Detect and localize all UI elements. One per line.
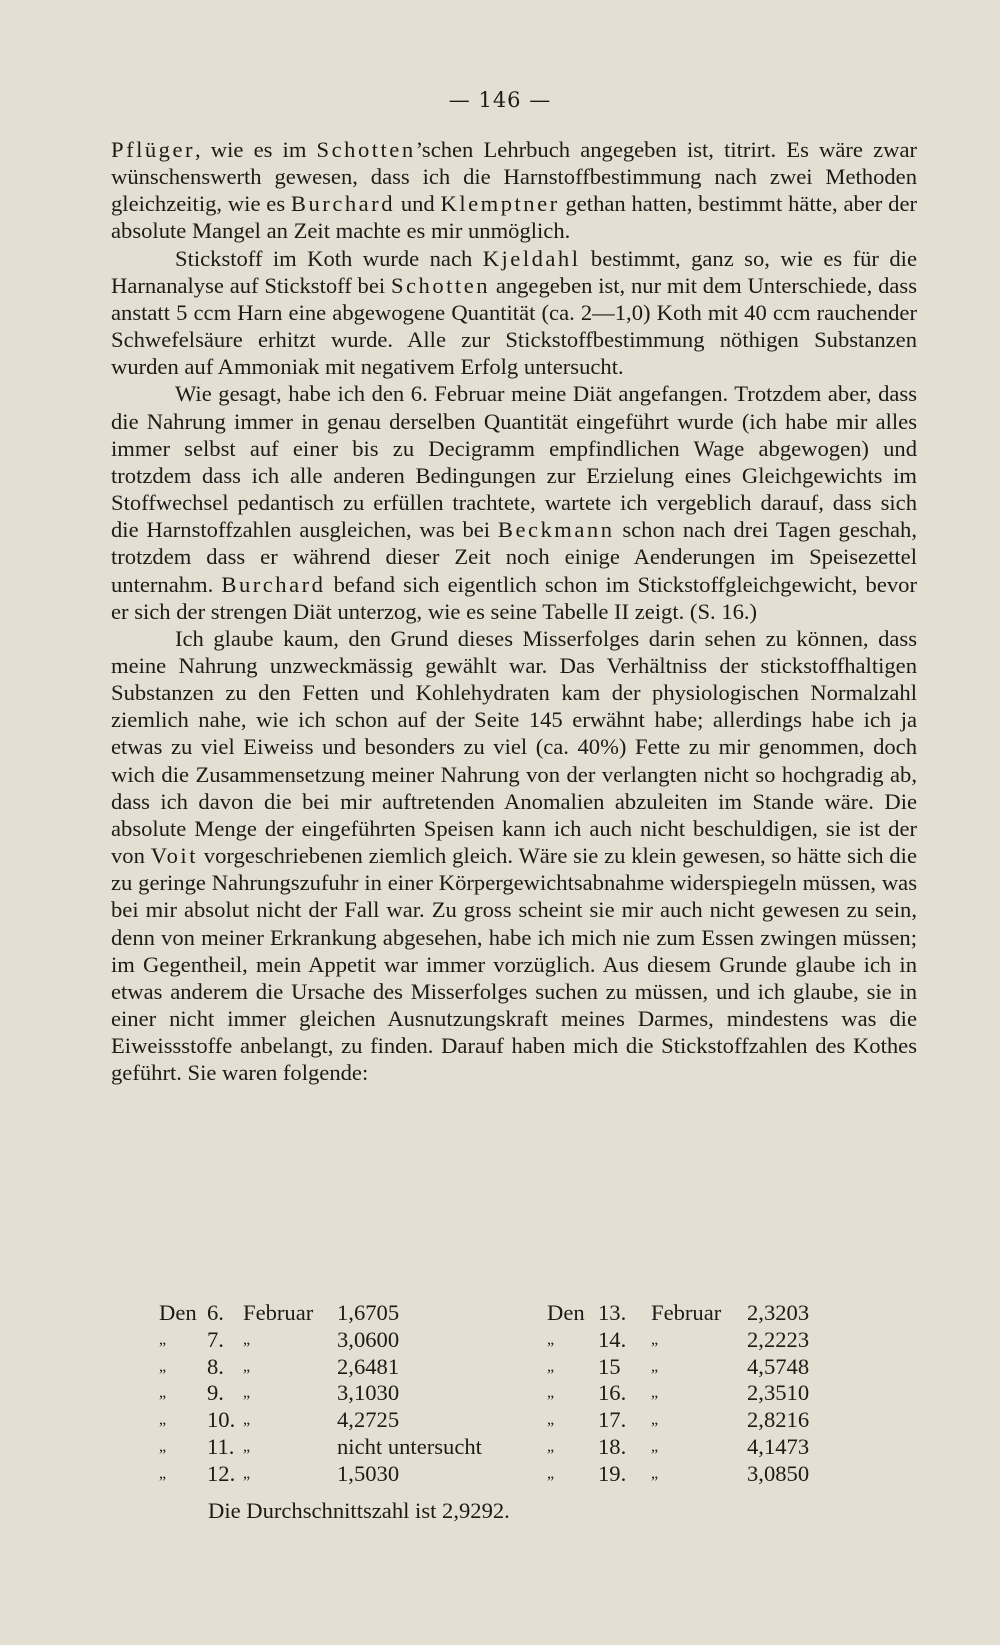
table-cell-den: Den — [159, 1300, 197, 1325]
spaced-name: Schotten — [316, 137, 416, 162]
table-cell-month: „ — [651, 1437, 659, 1455]
table-cell-den: „ — [547, 1411, 555, 1429]
table-row — [111, 1434, 917, 1461]
spaced-name: Burchard — [221, 571, 326, 597]
table-row — [111, 1300, 917, 1327]
table-cell-day: 12. — [207, 1460, 236, 1486]
table-row — [111, 1327, 917, 1354]
table-cell-value: 1,5030 — [337, 1460, 400, 1486]
table-cell-month: „ — [651, 1411, 659, 1429]
body-text — [111, 136, 917, 1086]
table-cell-day: 13. — [598, 1300, 627, 1325]
spaced-name: Pflüger — [111, 137, 196, 162]
spaced-name: Kjeldahl — [482, 245, 581, 271]
table-cell-day: 7. — [207, 1326, 224, 1352]
table-cell-value: 2,6481 — [337, 1353, 400, 1379]
text-run: befand sich eigentlich schon im Stickstoffgleichgewicht, bevor er sich der strengen Diät unterzog, wie es seine Tabelle II zeigt. (S. 16.) — [111, 571, 918, 624]
text-run: und — [395, 191, 441, 217]
text-run: Ich glaube kaum, den Grund dieses Misserfolges darin sehen zu können, dass meine Nahrung unzweckmässig gewählt war. Das Verhältniss der stickstoffhaltigen Substanzen zu den Fetten und Kohlehydraten kam der physiologischen Normalzahl ziemlich nahe, wie ich schon auf der Seite 145 erwähnt habe; allerdings habe ich ja etwas zu viel Eiweiss und besonders zu viel (ca. 40%) Fette zu mir genommen, doch wich die Zusammensetzung meiner Nahrung von der verlangten nicht so hochgradig ab, dass ich davon die bei mir auftretenden Anomalien abzuleiten im Stande wäre. Die absolute Menge der eingeführten Speisen kann ich auch nicht beschuldigen, sie ist der von — [111, 625, 917, 869]
text-run: angegeben ist, nur mit dem Unterschiede, dass anstatt 5 ccm Harn eine abgewogene Quantität (ca. 2—1,0) Koth mit 40 ccm rauchender Schwefelsäure erhitzt wurde. Alle zur Stickstoffbestimmung nöthigen Substanzen wurden auf Ammoniak mit negativem Erfolg untersucht. — [111, 272, 917, 380]
text-run: vorgeschriebenen ziemlich gleich. Wäre sie zu klein gewesen, so hätte sich die zu geringe Nahrungszufuhr in einer Körpergewichtsabnahme widerspiegeln müssen, was bei mir absolut nicht der Fall war. Zu gross scheint sie mir auch nicht gewesen zu sein, denn von meiner Erkrankung abgesehen, habe ich mich nie zum Essen zwingen müssen; im Gegentheil, mein Appetit war immer vorzüglich. Aus diesem Grunde glaube ich in etwas anderem die Ursache des Misserfolges suchen zu müssen, und ich glaube, sie in einer nicht immer gleichen Ausnutzungskraft meines Darmes, mindestens was die Eiweissstoffe anbelangt, zu finden. Darauf haben mich die Stickstoffzahlen des Kothes geführt. Sie waren folgende: — [111, 843, 917, 1086]
table-cell-day: 10. — [207, 1407, 236, 1433]
table-cell-den: „ — [547, 1464, 555, 1482]
table-cell-value: 4,5748 — [747, 1353, 810, 1379]
table-cell-month: „ — [243, 1384, 251, 1402]
table-cell-month: Februar — [243, 1300, 314, 1325]
table-cell-month: „ — [243, 1357, 251, 1375]
table-row — [111, 1461, 917, 1488]
page-number: — 146 — — [448, 88, 552, 112]
table-cell-den: Den — [547, 1300, 585, 1325]
table-cell-month: „ — [243, 1411, 251, 1429]
table-cell-value: 2,2223 — [747, 1326, 810, 1352]
paragraph — [111, 625, 917, 1087]
table-cell-den: „ — [547, 1357, 555, 1375]
text-run: bestimmt, ganz so, wie es für die Harnanalyse auf Stickstoff bei — [111, 245, 917, 298]
paragraph — [111, 380, 917, 624]
table-cell-value: 1,6705 — [337, 1300, 400, 1325]
table-cell-den: „ — [547, 1437, 555, 1455]
text-run: Wie gesagt, habe ich den 6. Februar meine Diät angefangen. Trotzdem aber, dass die Nahrung immer in genau derselben Quantität eingeführt wurde (ich habe mir alles immer selbst auf einer bis zu Decigramm empfindlichen Wage abgewogen) und trotzdem dass ich alle anderen Bedingungen zur Erzielung eines Gleichgewichts im Stoffwechsel pedantisch zu erfüllen trachtete, wartete ich vergeblich darauf, dass sich die Harnstoffzahlen ausgleichen, was bei — [111, 381, 917, 543]
table-cell-day: 6. — [207, 1300, 224, 1325]
text-run: gethan hatten, bestimmt hätte, aber der absolute Mangel an Zeit machte es mir unmöglich. — [111, 191, 917, 244]
table-cell-value: 4,2725 — [337, 1407, 400, 1433]
table-cell-value: 2,8216 — [747, 1407, 810, 1433]
table-cell-den: „ — [159, 1384, 167, 1402]
table-cell-day: 18. — [598, 1433, 627, 1459]
table-cell-value: nicht untersucht — [337, 1433, 482, 1459]
table-cell-den: „ — [547, 1330, 555, 1348]
table-cell-den: „ — [159, 1437, 167, 1455]
text-run: , wie es im — [195, 137, 317, 162]
table-cell-month: Februar — [651, 1300, 722, 1325]
table-cell-day: 19. — [598, 1460, 627, 1486]
table-cell-day: 15 — [598, 1353, 621, 1379]
table-cell-month: „ — [243, 1437, 251, 1455]
table-cell-day: 14. — [598, 1326, 627, 1352]
spaced-name: Schotten — [390, 272, 491, 298]
table-cell-den: „ — [159, 1330, 167, 1348]
table-cell-month: „ — [243, 1330, 251, 1348]
text-run: schon nach drei Tagen geschah, trotzdem dass er während dieser Zeit noch einige Aenderungen im Speisezettel unternahm. — [111, 517, 917, 597]
table-cell-day: 16. — [598, 1380, 627, 1406]
table-cell-day: 11. — [207, 1433, 235, 1459]
table-cell-value: 3,1030 — [337, 1380, 400, 1406]
table-cell-value: 2,3510 — [747, 1380, 810, 1406]
table-row — [111, 1354, 917, 1381]
paragraph — [111, 136, 917, 245]
table-cell-month: „ — [651, 1384, 659, 1402]
table-row — [111, 1407, 917, 1434]
table-cell-den: „ — [159, 1357, 167, 1375]
average-line: Die Durchschnittszahl ist 2,9292. — [208, 1498, 510, 1523]
spaced-name: Burchard — [290, 191, 395, 217]
table-cell-month: „ — [651, 1330, 659, 1348]
paragraph — [111, 245, 917, 381]
table-row — [111, 1380, 917, 1407]
table-cell-month: „ — [651, 1464, 659, 1482]
text-run: Stickstoff im Koth wurde nach — [175, 245, 483, 271]
table-cell-value: 3,0850 — [747, 1460, 810, 1486]
table-cell-den: „ — [159, 1464, 167, 1482]
spaced-name: Voit — [150, 843, 198, 869]
koth-nitrogen-table — [111, 1300, 917, 1488]
table-cell-den: „ — [547, 1384, 555, 1402]
spaced-name: Klemptner — [440, 191, 560, 217]
table-cell-month: „ — [243, 1464, 251, 1482]
table-cell-month: „ — [651, 1357, 659, 1375]
table-cell-den: „ — [159, 1411, 167, 1429]
table-cell-value: 3,0600 — [337, 1326, 400, 1352]
spaced-name: Beckmann — [497, 517, 615, 543]
table-cell-value: 2,3203 — [747, 1300, 810, 1325]
table-cell-value: 4,1473 — [747, 1433, 810, 1459]
table-cell-day: 17. — [598, 1407, 627, 1433]
table-cell-day: 8. — [207, 1353, 224, 1379]
table-cell-day: 9. — [207, 1380, 224, 1406]
text-run: ’schen Lehrbuch angegeben ist, titrirt. Es wäre zwar wünschenswerth gewesen, dass ich die Harnstoffbestimmung nach zwei Methoden gleichzeitig, wie es — [111, 137, 917, 217]
